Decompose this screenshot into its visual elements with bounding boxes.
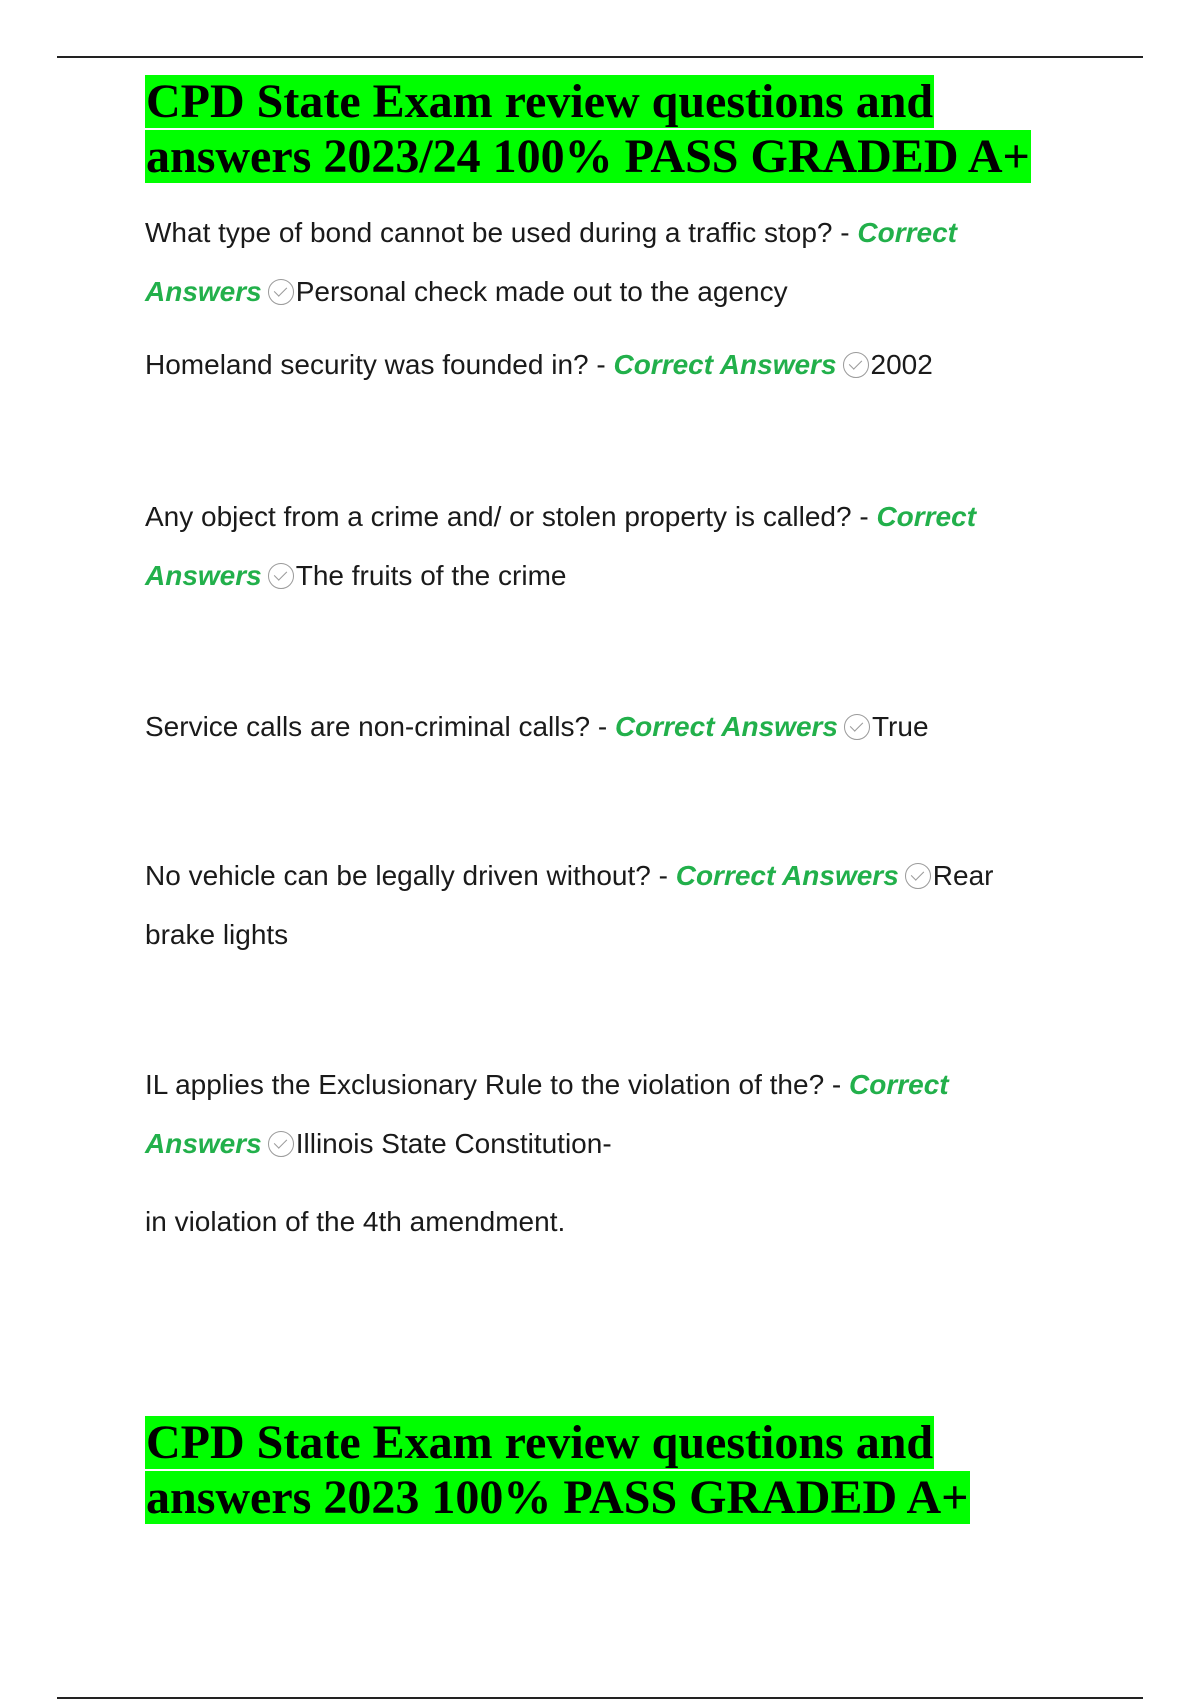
answer-text: True — [871, 711, 929, 742]
document-title-repeat — [145, 1415, 1105, 1525]
correct-answers-label: Correct Answers — [145, 1069, 949, 1159]
answer-continuation: in violation of the 4th amendment. — [145, 1206, 566, 1237]
bottom-rule — [57, 1697, 1143, 1699]
correct-answers-label: Correct Answers — [145, 217, 957, 307]
qa-item — [145, 846, 1045, 964]
question-text: Homeland security was founded in? - — [145, 349, 614, 380]
check-circle-icon — [844, 714, 870, 740]
answer-text: Illinois State Constitution- — [295, 1128, 612, 1159]
qa-item — [145, 487, 1045, 605]
check-circle-icon — [843, 352, 869, 378]
check-circle-icon — [268, 563, 294, 589]
qa-item — [145, 335, 1045, 394]
answer-text: Personal check made out to the agency — [295, 276, 788, 307]
top-rule — [57, 56, 1143, 58]
qa-item — [145, 203, 1045, 321]
document-title — [145, 74, 1105, 184]
question-text: Service calls are non-criminal calls? - — [145, 711, 615, 742]
title-highlight: CPD State Exam review questions and answers 2023 100% PASS GRADED A+ — [146, 1416, 969, 1524]
correct-answers-label: Correct Answers — [613, 349, 837, 380]
answer-text: The fruits of the crime — [295, 560, 567, 591]
correct-answers-label: Correct Answers — [675, 860, 899, 891]
question-text: IL applies the Exclusionary Rule to the violation of the? - — [145, 1069, 850, 1100]
answer-text: Rear brake lights — [145, 860, 994, 950]
correct-answers-label: Correct Answers — [145, 501, 977, 591]
question-text: Any object from a crime and/ or stolen property is called? - — [145, 501, 877, 532]
qa-item — [145, 1055, 1045, 1173]
question-text: What type of bond cannot be used during a traffic stop? - — [145, 217, 858, 248]
question-text: No vehicle can be legally driven without? - — [145, 860, 676, 891]
title-highlight: CPD State Exam review questions and answers 2023/24 100% PASS GRADED A+ — [146, 75, 1030, 183]
check-circle-icon — [268, 279, 294, 305]
answer-text: 2002 — [870, 349, 933, 380]
qa-item — [145, 697, 1045, 756]
correct-answers-label: Correct Answers — [614, 711, 838, 742]
check-circle-icon — [905, 863, 931, 889]
check-circle-icon — [268, 1131, 294, 1157]
